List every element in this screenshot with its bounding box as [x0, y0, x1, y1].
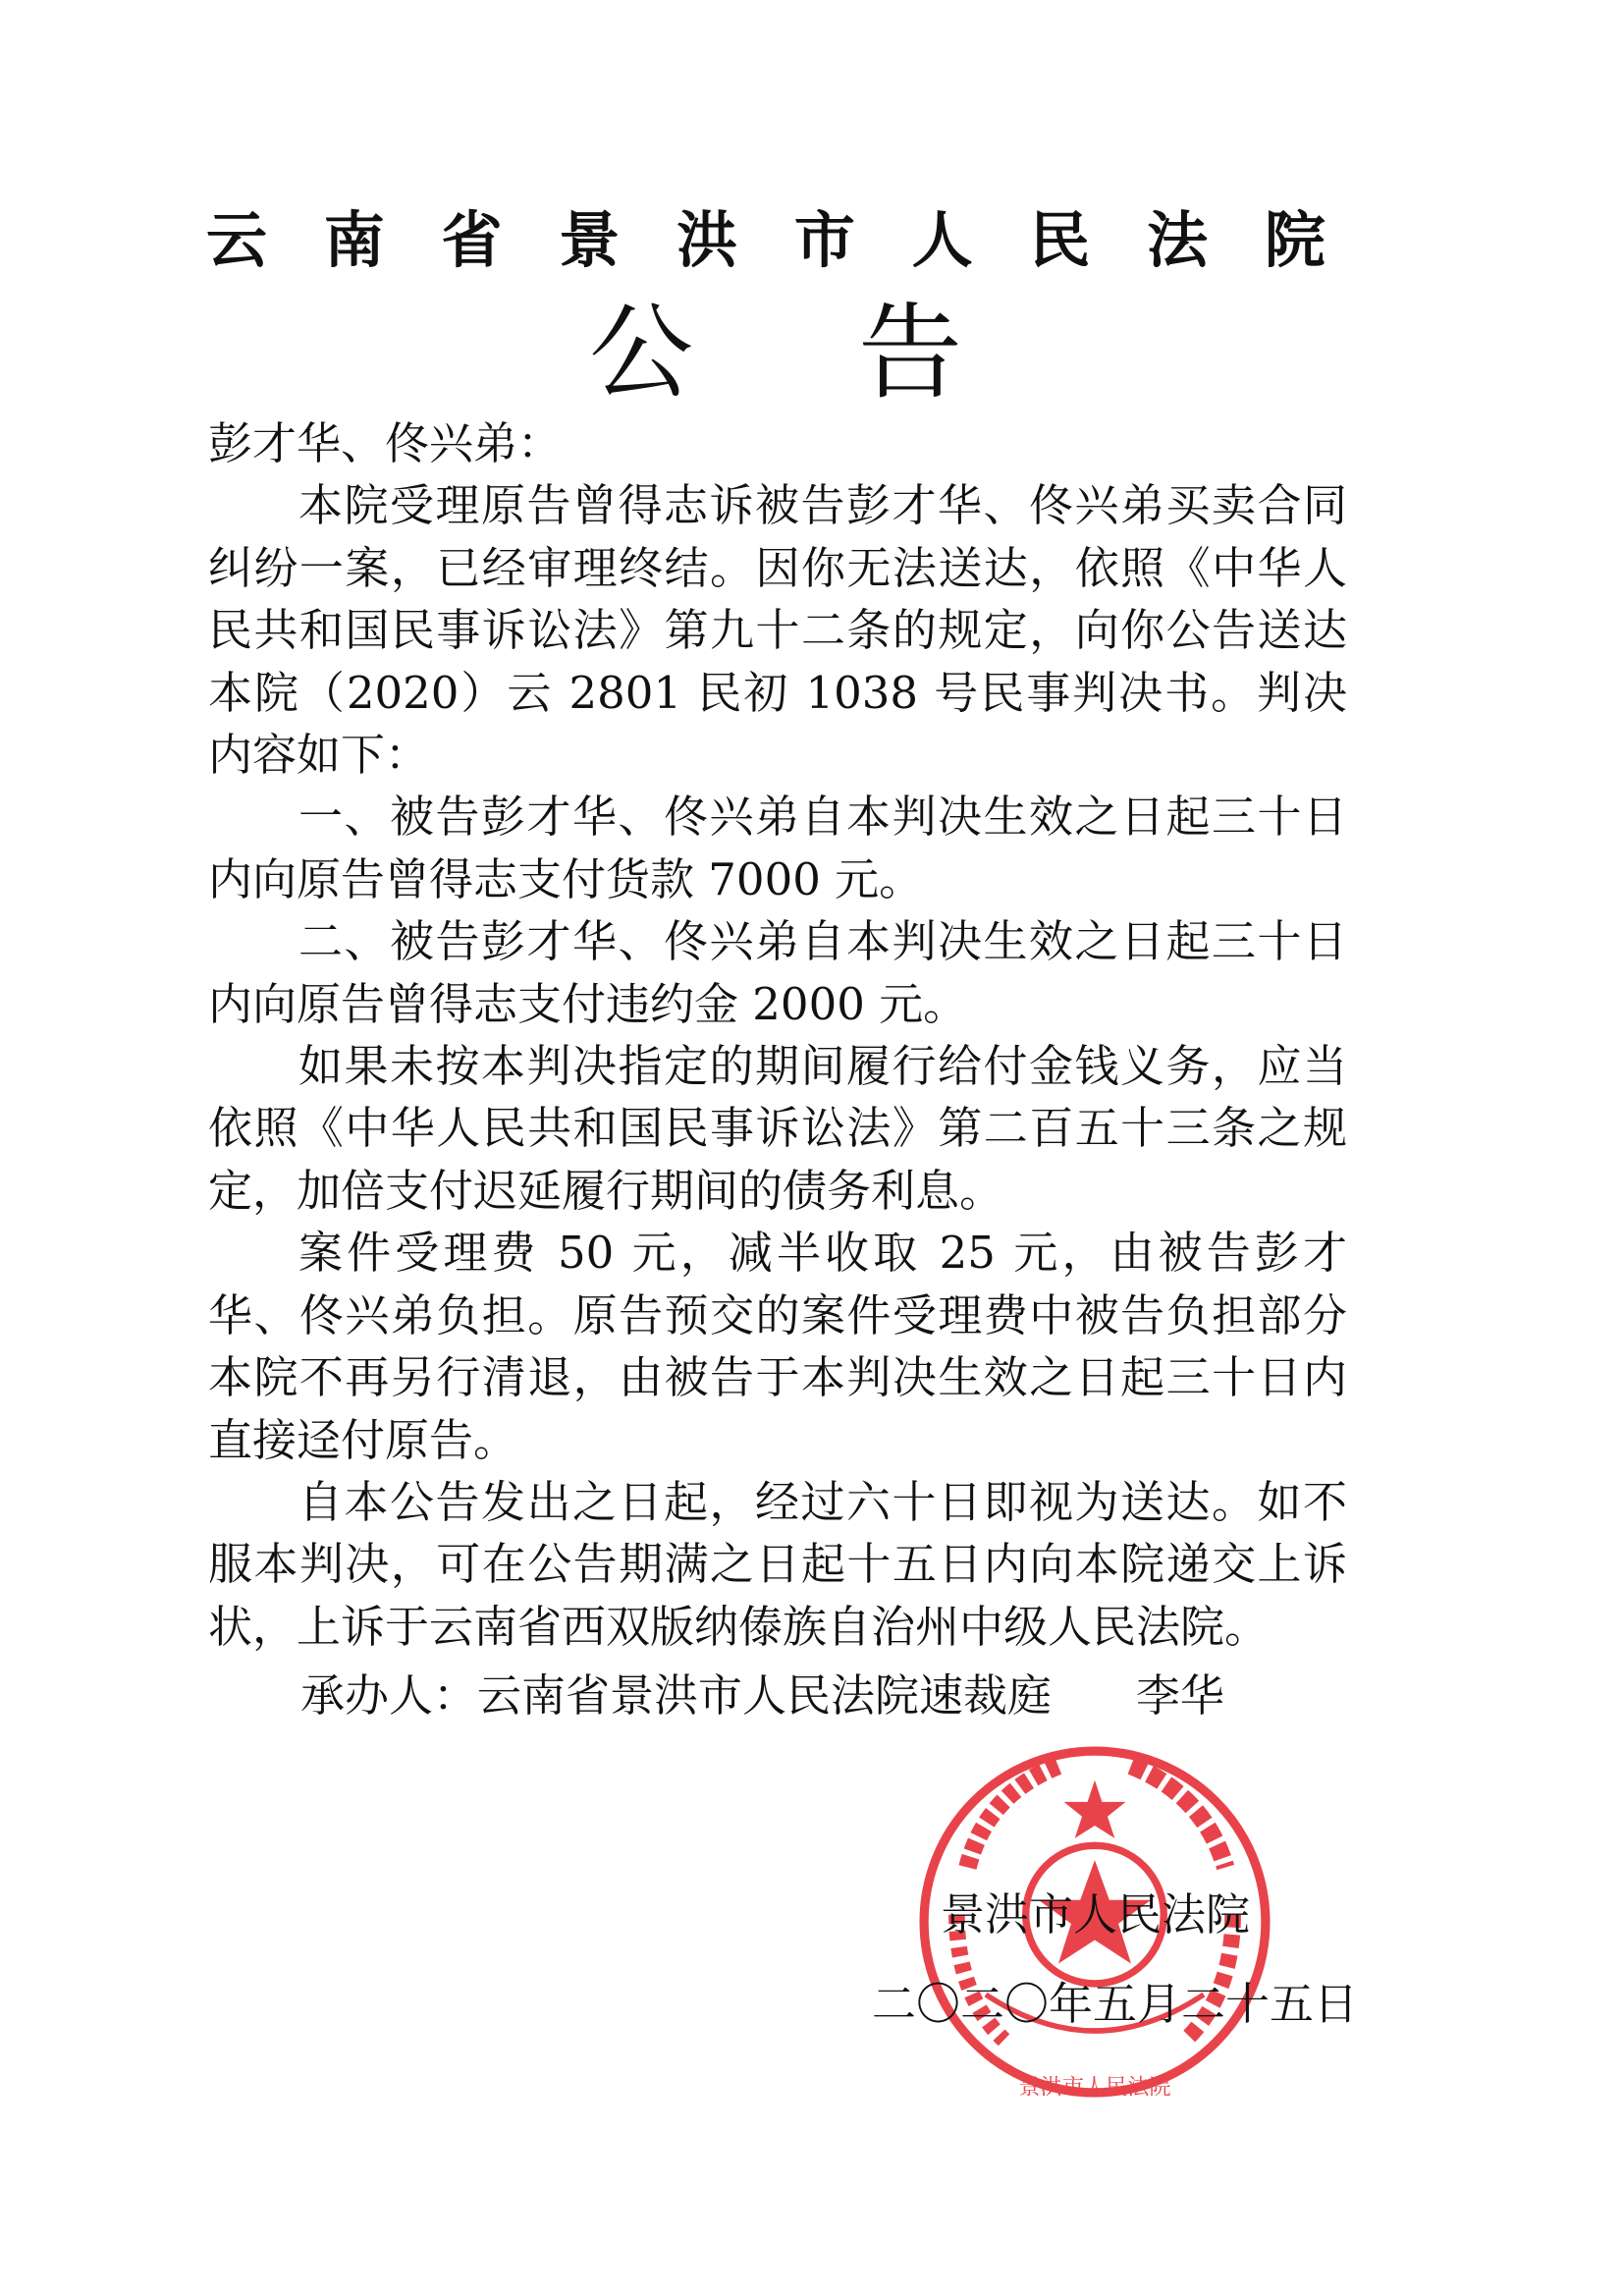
notice-title: [589, 295, 962, 412]
court-name-char: 市: [793, 204, 855, 276]
court-name-char: 民: [1029, 204, 1091, 276]
court-name-char: 洪: [676, 204, 738, 276]
court-name-char: 云: [206, 204, 268, 276]
court-name-char: 法: [1147, 204, 1209, 276]
body-paragraph: 二、被告彭才华、佟兴弟自本判决生效之日起三十日内向原告曾得志支付违约金 2000 元。: [208, 915, 1347, 1030]
seal-star-icon: [1064, 1780, 1126, 1838]
body-paragraph: 一、被告彭才华、佟兴弟自本判决生效之日起三十日内向原告曾得志支付货款 7000 元。: [208, 791, 1347, 905]
body-paragraph: 案件受理费 50 元，减半收取 25 元，由被告彭才华、佟兴弟负担。原告预交的案件受理费中被告负担部分本院不再另行清退，由被告于本判决生效之日起三十日内直接迳付原告。: [208, 1227, 1347, 1466]
title-char: 告: [858, 293, 962, 413]
signature-court: 景洪市人民法院: [941, 1888, 1251, 1941]
court-name-char: 南: [323, 204, 385, 276]
court-name-char: 院: [1264, 204, 1325, 276]
body-paragraph: 如果未按本判决指定的期间履行给付金钱义务，应当依照《中华人民共和国民事诉讼法》第二百五十三条之规定，加倍支付迟延履行期间的债务利息。: [208, 1040, 1347, 1217]
title-char: 公: [589, 293, 693, 413]
addressee: 彭才华、佟兴弟：: [208, 417, 563, 469]
court-name-heading: [206, 201, 1325, 280]
seal-text: 景洪市人民法院: [1018, 2074, 1171, 2101]
court-name-char: 景: [559, 204, 621, 276]
court-name-char: 人: [911, 204, 973, 276]
signature-date: 二〇二〇年五月二十五日: [872, 1978, 1359, 2030]
notice-body: [208, 412, 1347, 1658]
body-paragraph: 自本公告发出之日起，经过六十日即视为送达。如不服本判决，可在公告期满之日起十五日内向本院递交上诉状，上诉于云南省西双版纳傣族自治州中级人民法院。: [208, 1475, 1347, 1653]
handler-line: 承办人：云南省景洪市人民法院速裁庭 李华: [300, 1669, 1224, 1722]
court-name-char: 省: [441, 204, 503, 276]
body-paragraph: 本院受理原告曾得志诉被告彭才华、佟兴弟买卖合同纠纷一案，已经审理终结。因你无法送达，依照《中华人民共和国民事诉讼法》第九十二条的规定，向你公告送达本院（2020）云 2801 民初 1038 号民事判决书。判决内容如下：: [208, 479, 1347, 782]
